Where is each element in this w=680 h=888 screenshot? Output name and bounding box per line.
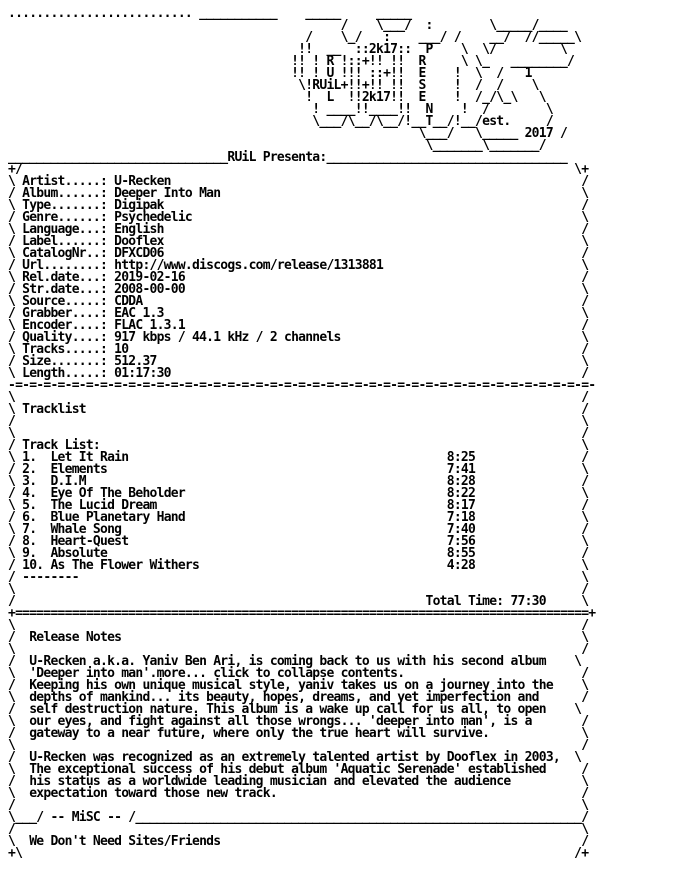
tracklist-line: / \ [8,414,589,429]
notes-line: / Total Time: 77:30 \ [8,594,589,609]
track-number: 9. [22,546,37,561]
info-field: / Genre......: Psychedelic \ [8,210,589,225]
ascii-logo-line: ! ____!!____!! N ! / \ [8,102,553,117]
info-field: \ Type.......: Digipak / [8,198,589,213]
ascii-logo-line: \!RUiL+!!+!! !! S ! / / \ [8,78,539,93]
track-title: Eye Of The Beholder [50,486,185,501]
notes-line: +=================================================================================+ [8,606,596,621]
ascii-logo-line: \_______\_______/ [8,138,546,153]
ascii-logo-line: !! __ ::2k17:: P \ \/ \ [8,42,568,57]
info-field: \ Length.....: 01:17:30 / [8,366,589,381]
nfo-text [8,8,595,860]
info-field: / Grabber....: EAC 1.3 \ [8,306,589,321]
notes-line: / \ [8,822,589,837]
notes-line: / Release Notes \ [8,630,589,645]
info-field: / Album......: Deeper Into Man \ [8,186,589,201]
track-duration: 8:17 [446,498,476,513]
tracklist-line: \ / [8,426,589,441]
track-row: / 6. Blue Planetary Hand 7:18 \ [8,510,589,525]
info-field: \ Language...: English / [8,222,589,237]
track-row: / 10. As The Flower Withers 4:28 \ [8,558,589,573]
notes-line: / U-Recken was recognized as an extremely talented artist by Dooflex in 2003, \ [8,750,582,765]
track-row: \ 1. Let It Rain 8:25 / [8,450,589,465]
notes-line: \ The exceptional success of his debut album 'Aquatic Serenade' established / [8,762,589,777]
presenta-header: _______________________________RUiL Presenta:__________________________________ [8,150,568,165]
track-number: 10. [22,558,44,573]
info-field: / Label......: Dooflex \ [8,234,589,249]
ascii-logo-line: / \_/ : ___/ / __/ //_____\ [8,30,582,45]
track-number: 6. [22,510,37,525]
info-field: \ Tracks.....: 10 / [8,342,589,357]
track-duration: 8:28 [446,474,476,489]
ascii-logo-line: / \___/ : \_____/____ [8,18,568,33]
track-duration: 7:56 [446,534,476,549]
notes-line: \ / [8,738,589,753]
track-row: / 8. Heart-Quest 7:56 \ [8,534,589,549]
track-title: D.I.M [50,474,86,489]
ascii-logo-line: ! L !!2k17!! E ! /_/\_\ \ [8,90,546,105]
track-row: \ 3. D.I.M 8:28 / [8,474,589,489]
track-duration: 8:55 [446,546,476,561]
notes-line: / Keeping his own unique musical style, yaniv takes us on a journey into the \ [8,678,589,693]
track-number: 2. [22,462,37,477]
track-title: Elements [50,462,108,477]
notes-line: \ / [8,618,589,633]
notes-line: +\ /+ [8,846,589,861]
info-field: / Str.date...: 2008-00-00 \ [8,282,589,297]
ascii-logo-line: \___/\__/\__/!__T__/!__/est. / [8,114,553,129]
info-field: \ CatalogNr..: DFXCD06 / [8,246,589,261]
track-row: \ 7. Whale Song 7:40 / [8,522,589,537]
track-duration: 8:22 [446,486,476,501]
track-title: Whale Song [50,522,122,537]
info-border-top: +/ \+ [8,162,589,177]
notes-line: \ 'Deeper into man'.more... click to collapse contents. / [8,666,589,681]
notes-line: \ We Don't Need Sites/Friends / [8,834,589,849]
notes-line: / -------- \ [8,570,589,585]
info-field: \ Artist.....: U-Recken / [8,174,589,189]
track-number: 5. [22,498,37,513]
notes-line: / his status as a worldwide leading musician and elevated the audience \ [8,774,589,789]
info-field: / Quality....: 917 kbps / 44.1 kHz / 2 channels \ [8,330,589,345]
notes-line: \ / [8,642,589,657]
section-separator: -=-=-=-=-=-=-=-=-=-=-=-=-=-=-=-=-=-=-=-=-=-=-=-=-=-=-=-=-=-=-=-=-=-=-=-=-=-=-=-=-=- [8,378,596,393]
tracklist-line: / Track List: \ [8,438,589,453]
track-duration: 8:25 [446,450,476,465]
info-field: / Url........: http://www.discogs.com/release/1313881 \ [8,258,589,273]
notes-line: / \ [8,798,589,813]
track-number: 4. [22,486,37,501]
tracklist-line: \ Tracklist / [8,402,589,417]
info-field: \ Source.....: CDDA / [8,294,589,309]
track-duration: 7:18 [446,510,476,525]
ascii-logo-line: !! ! R !::+!! !! R \ \_ ________/ [8,54,575,69]
track-title: Heart-Quest [50,534,129,549]
track-title: As The Flower Withers [50,558,200,573]
track-number: 7. [22,522,37,537]
track-row: \ 5. The Lucid Dream 8:17 / [8,498,589,513]
track-title: Blue Planetary Hand [50,510,185,525]
notes-line: / gateway to a near future, where only the true heart will survive. \ [8,726,589,741]
track-title: The Lucid Dream [50,498,157,513]
track-number: 1. [22,450,37,465]
track-row: / 4. Eye Of The Beholder 8:22 \ [8,486,589,501]
track-number: 8. [22,534,37,549]
track-row: \ 9. Absolute 8:55 / [8,546,589,561]
ascii-logo-line: \___/ \_____ 2017 / [8,126,568,141]
notes-line: \ our eyes, and fight against all those wrongs... 'deeper into man', is a / [8,714,589,729]
notes-line: / U-Recken a.k.a. Yaniv Ben Ari, is coming back to us with his second album \ [8,654,582,669]
ascii-logo-line: !! ! U !!! ::+!! E ! \ / 1 [8,66,532,81]
info-field: / Size.......: 512.37 \ [8,354,589,369]
notes-line: / self destruction nature. This album is a wake up call for us all, to open \ [8,702,582,717]
track-title: Let It Rain [50,450,129,465]
notes-line: \ depths of mankind... its beauty, hopes, dreams, and yet imperfection and / [8,690,589,705]
notes-line: \___/ -- MiSC -- /_______________________________________________________________/ [8,810,589,825]
track-title: Absolute [50,546,108,561]
notes-line: \ / [8,582,589,597]
track-duration: 7:40 [446,522,476,537]
track-duration: 4:28 [446,558,476,573]
info-field: \ Encoder....: FLAC 1.3.1 / [8,318,589,333]
notes-line: \ expectation toward those new track. / [8,786,589,801]
track-number: 3. [22,474,37,489]
track-row: / 2. Elements 7:41 \ [8,462,589,477]
tracklist-line: \ / [8,390,589,405]
track-duration: 7:41 [446,462,476,477]
ascii-logo-line: .......................... ___________ _____ _____ [8,6,468,21]
info-field: \ Rel.date...: 2019-02-16 / [8,270,589,285]
